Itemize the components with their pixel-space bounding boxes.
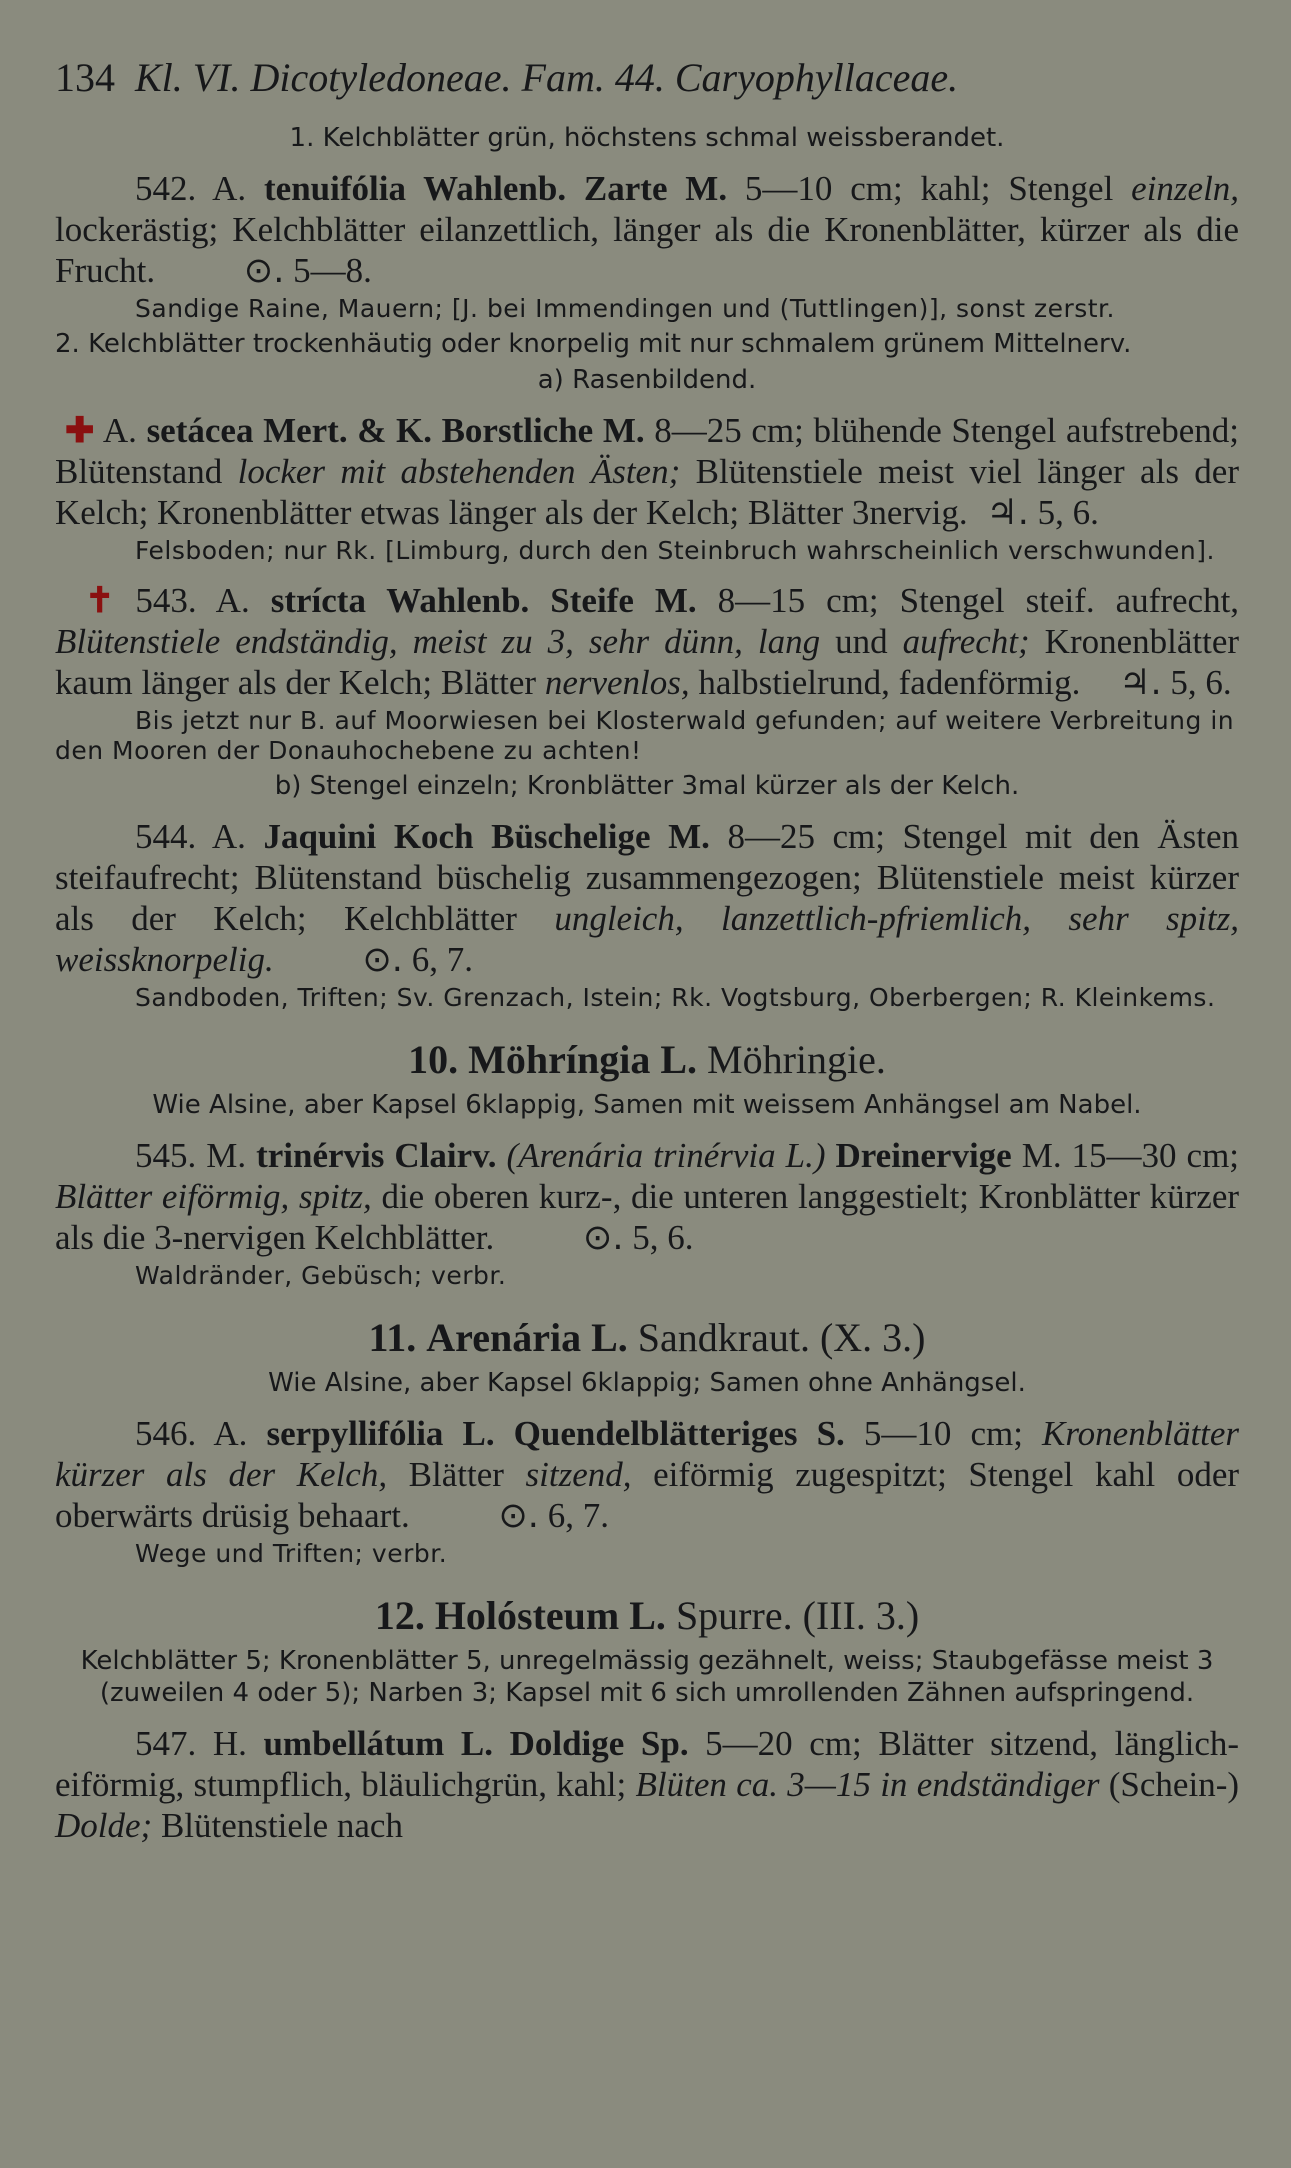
- entry-number: 543. A.: [135, 581, 250, 620]
- habitat-545: Waldränder, Gebüsch; verbr.: [135, 1261, 507, 1290]
- entry-text: und: [835, 622, 888, 661]
- genus-number: 12.: [374, 1593, 425, 1638]
- annual-icon: ⊙.: [583, 1218, 624, 1258]
- page-number: 134: [55, 55, 115, 100]
- genus-number: 10.: [408, 1037, 459, 1082]
- perennial-icon: ♃.: [1119, 663, 1162, 703]
- annual-icon: ⊙.: [243, 251, 285, 291]
- species-name: strícta Wahlenb. Steife M.: [270, 581, 697, 620]
- species-name: tenuifólia Wahlenb. Zarte M.: [264, 169, 728, 208]
- genus-heading-11: [55, 1313, 1239, 1363]
- genus-11-description: Wie Alsine, aber Kapsel 6klappig; Samen ohne Anhängsel.: [268, 1368, 1026, 1398]
- entry-text: 5—20 cm; Blätter sitzend, länglich-eiförmig, stumpflich, bläulichgrün, kahl;: [55, 1724, 1240, 1804]
- entry-546: [55, 1413, 1239, 1537]
- flowering-months: 5, 6.: [1170, 663, 1232, 702]
- genus-common-name: Sandkraut. (X. 3.): [637, 1315, 926, 1360]
- page-title: Kl. VI. Dicotyledoneae. Fam. 44. Caryophyllaceae.: [135, 55, 959, 100]
- habitat-544: Sandboden, Triften; Sv. Grenzach, Istein; Rk. Vogtsburg, Oberbergen; R. Kleinkems.: [135, 983, 1216, 1012]
- entry-number: 545. M.: [135, 1136, 247, 1175]
- entry-text: halbstielrund, fadenförmig.: [698, 663, 1081, 702]
- key-2: 2. Kelchblätter trockenhäutig oder knorpelig mit nur schmalem grünem Mittelnerv.: [55, 329, 1132, 359]
- habitat-546: Wege und Triften; verbr.: [135, 1539, 448, 1568]
- entry-text: Blütenstiele nach: [160, 1806, 403, 1845]
- genus-name: Möhríngia L.: [468, 1037, 698, 1082]
- entry-italic: Dolde;: [55, 1806, 153, 1845]
- flowering-months: 5, 6.: [1037, 493, 1099, 532]
- habitat-542: Sandige Raine, Mauern; [J. bei Immendingen und (Tuttlingen)], sonst zerstr.: [135, 294, 1115, 323]
- entry-number: 547. H.: [135, 1724, 247, 1763]
- entry-547: [55, 1723, 1239, 1846]
- species-name: serpyllifólia L. Quendelblätteriges S.: [266, 1414, 845, 1453]
- entry-italic: aufrecht;: [902, 622, 1030, 661]
- entry-text: (Schein-): [1108, 1765, 1240, 1804]
- habitat-setacea: Felsboden; nur Rk. [Limburg, durch den Steinbruch wahrscheinlich verschwunden].: [135, 536, 1215, 565]
- cross-mark-icon: ✚: [65, 411, 96, 450]
- flowering-months: 6, 7.: [547, 1496, 609, 1535]
- annual-icon: ⊙.: [362, 940, 403, 980]
- entry-543: [55, 580, 1239, 704]
- flowering-months: 6, 7.: [411, 940, 473, 979]
- entry-text: 8—15 cm; Stengel steif. aufrecht,: [717, 581, 1240, 620]
- perennial-icon: ♃.: [986, 493, 1029, 533]
- entry-text: lockerästig; Kelchblätter eilanzettlich, länger als die Kronenblätter, kürzer als die Frucht.: [55, 210, 1239, 290]
- species-name: umbellátum L. Doldige Sp.: [263, 1724, 689, 1763]
- entry-542: [55, 168, 1239, 292]
- common-name: Dreinervige: [835, 1136, 1012, 1175]
- entry-text: Blütenstiele meist viel länger als der Kelch; Kronenblätter etwas länger als der Kelch; Blätter 3nervig.: [55, 452, 1239, 532]
- entry-number: 546. A.: [135, 1414, 248, 1453]
- genus-heading-10: [55, 1035, 1239, 1085]
- species-name: Jaquini Koch Büschelige M.: [263, 817, 710, 856]
- entry-setacea: [55, 410, 1239, 534]
- entry-italic: locker mit abstehenden Ästen;: [237, 452, 681, 491]
- entry-italic: ungleich, lanzettlich-pfriemlich, sehr spitz, weissknorpelig.: [55, 899, 1240, 979]
- entry-text: 8—25 cm; Stengel mit den Ästen steifaufrecht; Blütenstand büschelig zusammengezogen; Blütenstiele meist kürzer als der Kelch; Kelchblätter: [55, 817, 1239, 938]
- genus-common-name: Spurre. (III. 3.): [675, 1593, 920, 1638]
- habitat-543: Bis jetzt nur B. auf Moorwiesen bei Klosterwald gefunden; auf weitere Verbreitung in den Mooren der Donauhochebene zu achten!: [55, 706, 1235, 765]
- entry-number: 544. A.: [135, 817, 246, 856]
- genus-name: Arenária L.: [426, 1315, 628, 1360]
- entry-text: eiförmig zugespitzt; Stengel kahl oder oberwärts drüsig behaart.: [55, 1455, 1240, 1535]
- flowering-months: 5—8.: [293, 251, 372, 290]
- page-header: [55, 50, 1239, 106]
- key-2a: a) Rasenbildend.: [537, 365, 757, 395]
- genus-12-description: Kelchblätter 5; Kronenblätter 5, unregelmässig gezähnelt, weiss; Staubgefässe meist 3 (zuweilen 4 oder 5); Narben 3; Kapsel mit 6 sich umrollenden Zähnen aufspringend.: [80, 1646, 1214, 1708]
- entry-italic: Kronenblätter kürzer als der Kelch,: [55, 1414, 1240, 1494]
- species-name: trinérvis Clairv.: [256, 1136, 497, 1175]
- genus-10-description: Wie Alsine, aber Kapsel 6klappig, Samen mit weissem Anhängsel am Nabel.: [152, 1090, 1142, 1120]
- key-1: 1. Kelchblätter grün, höchstens schmal weissberandet.: [289, 123, 1005, 153]
- entry-text: Blätter: [408, 1455, 504, 1494]
- genus-name: Holósteum L.: [434, 1593, 666, 1638]
- entry-545: [55, 1135, 1239, 1259]
- key-2b: b) Stengel einzeln; Kronblätter 3mal kürzer als der Kelch.: [274, 771, 1020, 801]
- entry-number: A.: [102, 411, 137, 450]
- genus-common-name: Möhringie.: [707, 1037, 886, 1082]
- entry-italic: Blätter eiförmig, spitz,: [55, 1177, 372, 1216]
- entry-italic: einzeln,: [1131, 169, 1240, 208]
- species-name: setácea Mert. & K. Borstliche M.: [146, 411, 645, 450]
- entry-text: Kronenblätter kaum länger als der Kelch; Blätter: [55, 622, 1240, 702]
- entry-text: 5—10 cm; kahl; Stengel: [744, 169, 1114, 208]
- entry-text: 5—10 cm;: [863, 1414, 1023, 1453]
- entry-number: 542. A.: [135, 169, 247, 208]
- entry-544: [55, 816, 1239, 981]
- entry-text: die oberen kurz-, die unteren langgestielt; Kronblätter kürzer als die 3-nervigen Kelchblätter.: [55, 1177, 1240, 1257]
- entry-italic: nervenlos,: [544, 663, 690, 702]
- entry-italic: Blütenstiele endständig, meist zu 3, sehr dünn, lang: [55, 622, 821, 661]
- cross-mark-icon: ✝: [85, 581, 115, 620]
- flowering-months: 5, 6.: [632, 1218, 694, 1257]
- entry-italic: Blüten ca. 3—15 in endständiger: [635, 1765, 1100, 1804]
- annual-icon: ⊙.: [498, 1496, 539, 1536]
- entry-text: 8—25 cm; blühende Stengel aufstrebend; Blütenstand: [55, 411, 1239, 491]
- entry-text: M. 15—30 cm;: [1021, 1136, 1240, 1175]
- entry-italic: sitzend,: [525, 1455, 632, 1494]
- genus-heading-12: [55, 1591, 1239, 1641]
- genus-number: 11.: [368, 1315, 417, 1360]
- synonym: (Arenária trinérvia L.): [506, 1136, 826, 1175]
